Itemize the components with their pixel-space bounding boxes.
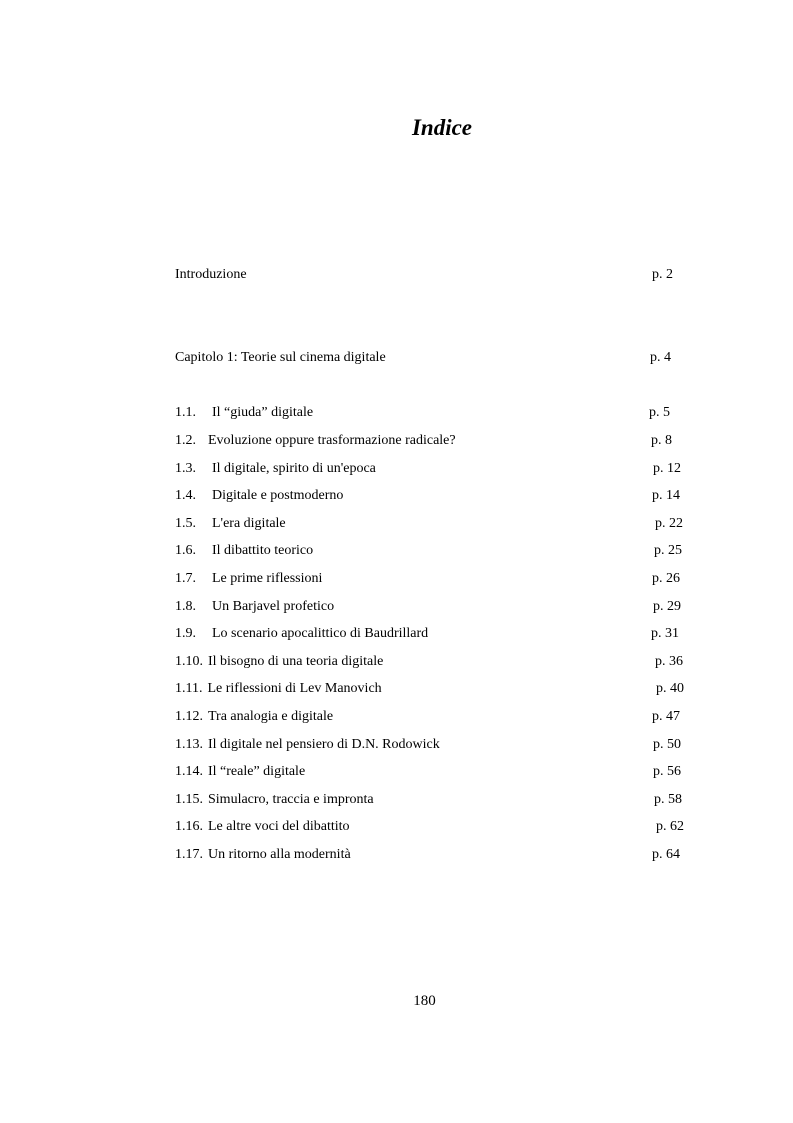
toc-entry-chapter-1 [175,347,705,369]
toc-page-ref: p. 64 [652,847,680,862]
toc-entry [175,706,705,728]
toc-page-ref: p. 58 [654,792,682,807]
toc-page-ref: p. 40 [656,681,684,696]
section-title: Digitale e postmoderno [212,488,344,503]
section-number: 1.13. [175,737,203,752]
toc-entry [175,568,705,590]
section-title: L'era digitale [212,516,286,531]
toc-page-ref: p. 4 [650,350,671,365]
section-title: Un Barjavel profetico [212,599,335,614]
section-number: 1.11. [175,681,203,696]
section-title: Il “giuda” digitale [212,405,314,420]
section-title: Le riflessioni di Lev Manovich [207,681,382,696]
section-title: Tra analogia e digitale [208,709,334,724]
section-number: 1.14. [175,764,203,779]
section-number: 1.7. [175,571,196,586]
toc-page-ref: p. 22 [655,516,683,531]
toc-entry-introduction [175,264,705,286]
toc-entry [175,513,705,535]
toc-page-ref: p. 8 [651,433,672,448]
toc-entry [175,458,705,480]
toc-entry [175,430,705,452]
toc-entry [175,485,705,507]
toc-entry [175,678,705,700]
section-title: Le altre voci del dibattito [208,819,350,834]
section-number: 1.15. [175,792,203,807]
toc-page-ref: p. 29 [653,599,681,614]
toc-entry [175,402,705,424]
section-title: Il digitale nel pensiero di D.N. Rodowick [208,737,440,752]
toc-entry [175,789,705,811]
toc-page-ref: p. 14 [652,488,680,503]
section-number: 1.3. [175,461,196,476]
toc-label: Capitolo 1: Teorie sul cinema digitale [175,350,386,365]
toc-entry [175,596,705,618]
toc-entry [175,761,705,783]
section-number: 1.12. [175,709,203,724]
toc-page-ref: p. 2 [652,267,673,282]
toc-page-ref: p. 47 [652,709,680,724]
section-number: 1.2. [175,433,196,448]
toc-entry [175,844,705,866]
toc-page-ref: p. 56 [653,764,681,779]
toc-page-ref: p. 5 [649,405,670,420]
section-number: 1.4. [175,488,196,503]
toc-page-ref: p. 50 [653,737,681,752]
toc-page-ref: p. 36 [655,654,683,669]
section-title: Evoluzione oppure trasformazione radicale? [208,433,456,448]
section-title: Un ritorno alla modernità [208,847,351,862]
toc-page-ref: p. 26 [652,571,680,586]
section-title: Il “reale” digitale [208,764,306,779]
toc-page-ref: p. 12 [653,461,681,476]
section-title: Le prime riflessioni [212,571,323,586]
section-title: Il dibattito teorico [212,543,314,558]
section-number: 1.1. [175,405,196,420]
section-number: 1.8. [175,599,196,614]
toc-entry [175,540,705,562]
toc-entry [175,734,705,756]
section-title: Lo scenario apocalittico di Baudrillard [212,626,429,641]
toc-entry [175,623,705,645]
toc-entry [175,651,705,673]
section-title: Simulacro, traccia e impronta [208,792,374,807]
toc-page-ref: p. 31 [651,626,679,641]
section-number: 1.17. [175,847,203,862]
section-number: 1.6. [175,543,196,558]
toc-page-ref: p. 25 [654,543,682,558]
page-title: Indice [411,115,473,140]
section-number: 1.5. [175,516,196,531]
toc-page-ref: p. 62 [656,819,684,834]
section-title: Il bisogno di una teoria digitale [208,654,384,669]
page-number: 180 [413,993,436,1009]
section-title: Il digitale, spirito di un'epoca [212,461,376,476]
section-number: 1.16. [175,819,203,834]
toc-entry [175,816,705,838]
toc-label: Introduzione [175,267,247,282]
section-number: 1.9. [175,626,196,641]
section-number: 1.10. [175,654,203,669]
